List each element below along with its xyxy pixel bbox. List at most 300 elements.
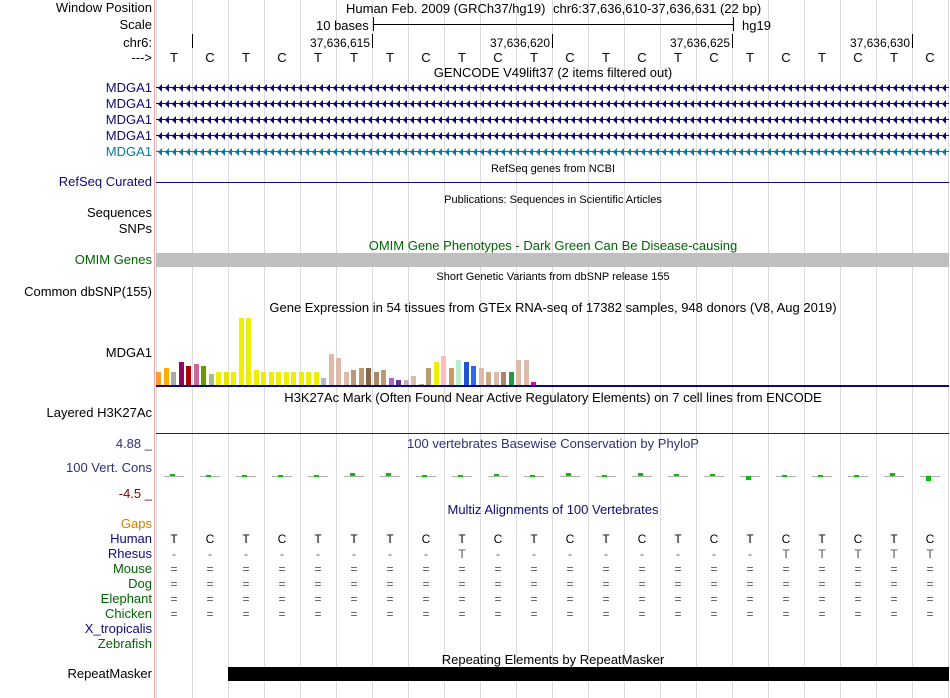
strand-arrow-icon — [284, 116, 288, 124]
strand-arrow-icon — [186, 148, 190, 156]
conservation-score-bar[interactable] — [890, 473, 895, 476]
strand-arrow-icon — [837, 84, 841, 92]
strand-arrow-icon — [851, 100, 855, 108]
omim-gene-bar[interactable] — [156, 253, 949, 267]
gtex-tissue-bar[interactable] — [471, 366, 476, 386]
strand-arrow-icon — [340, 100, 344, 108]
alignment-match-marker: = — [314, 592, 322, 606]
strand-arrow-icon — [200, 100, 204, 108]
conservation-track-title[interactable]: 100 vertebrates Basewise Conservation by PhyloP — [407, 436, 699, 451]
conservation-score-bar[interactable] — [746, 476, 751, 480]
gencode-gene-line[interactable] — [156, 115, 949, 125]
strand-arrow-icon — [501, 132, 505, 140]
strand-arrow-icon — [277, 116, 281, 124]
conservation-score-bar[interactable] — [926, 476, 931, 481]
strand-arrow-icon — [298, 100, 302, 108]
human-base: T — [386, 532, 394, 546]
gtex-tissue-bar[interactable] — [434, 362, 439, 386]
strand-arrow-icon — [305, 100, 309, 108]
strand-arrow-icon — [459, 148, 463, 156]
conservation-score-bar[interactable] — [782, 475, 787, 477]
gtex-track-title[interactable]: Gene Expression in 54 tissues from GTEx RNA-seq of 17382 samples, 948 donors (V8, Aug 2019) — [269, 300, 837, 315]
alignment-match-marker: = — [638, 592, 646, 606]
strand-arrow-icon — [347, 100, 351, 108]
conservation-label[interactable]: 100 Vert. Cons — [66, 460, 152, 475]
strand-arrow-icon — [550, 132, 554, 140]
gencode-gene-line[interactable] — [156, 131, 949, 141]
strand-arrow-icon — [235, 116, 239, 124]
human-base: T — [818, 532, 826, 546]
strand-arrow-icon — [578, 84, 582, 92]
conservation-baseline-segment — [488, 476, 508, 477]
repeatmasker-label[interactable]: RepeatMasker — [67, 666, 152, 681]
gtex-tissue-bar[interactable] — [216, 372, 221, 386]
strand-arrow-icon — [298, 132, 302, 140]
multiz-species-label[interactable]: Dog — [128, 576, 152, 591]
strand-arrow-icon — [515, 100, 519, 108]
conservation-score-bar[interactable] — [386, 473, 391, 476]
strand-arrow-icon — [158, 132, 162, 140]
multiz-species-label[interactable]: Elephant — [100, 591, 152, 606]
strand-arrow-icon — [732, 116, 736, 124]
strand-arrow-icon — [858, 84, 862, 92]
gtex-tissue-bar[interactable] — [494, 372, 499, 386]
alignment-match-marker: = — [602, 577, 610, 591]
gtex-tissue-bar[interactable] — [351, 370, 356, 386]
gtex-tissue-bar[interactable] — [269, 372, 274, 386]
gtex-tissue-bar[interactable] — [231, 372, 236, 386]
gtex-tissue-bar[interactable] — [501, 372, 506, 386]
strand-arrow-icon — [326, 116, 330, 124]
gtex-tissue-bar[interactable] — [336, 358, 341, 386]
strand-arrow-icon — [613, 100, 617, 108]
conservation-score-bar[interactable] — [530, 475, 535, 477]
rhesus-base: - — [280, 547, 284, 561]
alignment-match-marker: = — [170, 592, 178, 606]
alignment-match-marker: = — [314, 562, 322, 576]
snps-label[interactable]: SNPs — [118, 221, 152, 236]
strand-arrow-icon — [501, 116, 505, 124]
strand-arrow-icon — [466, 116, 470, 124]
strand-arrow-icon — [669, 148, 673, 156]
gencode-gene-label[interactable]: MDGA1 — [105, 112, 152, 127]
strand-arrow-icon — [893, 132, 897, 140]
base-letter: C — [421, 50, 431, 65]
gtex-tissue-bar[interactable] — [374, 372, 379, 386]
gencode-gene-line[interactable] — [156, 99, 949, 109]
strand-arrow-icon — [914, 148, 918, 156]
strand-arrow-icon — [571, 116, 575, 124]
strand-arrow-icon — [823, 100, 827, 108]
strand-arrow-icon — [277, 84, 281, 92]
strand-arrow-icon — [802, 84, 806, 92]
dbsnp-track-title[interactable]: Short Genetic Variants from dbSNP release 155 — [436, 271, 670, 283]
multiz-species-label[interactable]: Mouse — [112, 561, 152, 576]
strand-arrow-icon — [662, 84, 666, 92]
strand-arrow-icon — [837, 116, 841, 124]
gtex-tissue-bar[interactable] — [246, 318, 251, 386]
strand-arrow-icon — [200, 116, 204, 124]
refseq-gene-line[interactable] — [156, 182, 949, 183]
strand-arrow-icon — [655, 84, 659, 92]
gtex-tissue-bar[interactable] — [156, 372, 161, 386]
multiz-species-label[interactable]: Rhesus — [107, 546, 152, 561]
strand-arrow-icon — [683, 116, 687, 124]
strand-arrow-icon — [459, 116, 463, 124]
conservation-score-bar[interactable] — [422, 475, 427, 477]
gtex-tissue-bar[interactable] — [456, 360, 461, 386]
gtex-tissue-bar[interactable] — [179, 362, 184, 386]
strand-arrow-icon — [298, 116, 302, 124]
strand-arrow-icon — [648, 132, 652, 140]
alignment-match-marker: = — [854, 592, 862, 606]
strand-arrow-icon — [690, 84, 694, 92]
strand-arrow-icon — [900, 132, 904, 140]
strand-arrow-icon — [942, 116, 946, 124]
multiz-species-label[interactable]: Chicken — [105, 606, 152, 621]
strand-arrow-icon — [627, 148, 631, 156]
alignment-match-marker: = — [566, 607, 574, 621]
strand-arrow-icon — [669, 100, 673, 108]
strand-arrow-icon — [774, 148, 778, 156]
strand-arrow-icon — [655, 148, 659, 156]
human-base: T — [458, 532, 466, 546]
gtex-tissue-bar[interactable] — [486, 372, 491, 386]
conservation-score-bar[interactable] — [458, 475, 463, 477]
strand-arrow-icon — [872, 132, 876, 140]
gencode-gene-label[interactable]: MDGA1 — [105, 80, 152, 95]
alignment-match-marker: = — [386, 607, 394, 621]
alignment-match-marker: = — [386, 577, 394, 591]
multiz-species-label[interactable]: Human — [110, 531, 152, 546]
conservation-score-bar[interactable] — [350, 473, 355, 476]
gtex-tissue-bar[interactable] — [186, 366, 191, 386]
gencode-track-title[interactable]: GENCODE V49lift37 (2 items filtered out) — [433, 65, 673, 80]
refseq-track-title[interactable]: RefSeq genes from NCBI — [490, 163, 616, 175]
strand-arrow-icon — [823, 148, 827, 156]
alignment-match-marker: = — [566, 577, 574, 591]
alignment-match-marker: = — [494, 577, 502, 591]
conservation-score-bar[interactable] — [602, 475, 607, 477]
conservation-score-bar[interactable] — [314, 475, 319, 477]
strand-arrow-icon — [676, 116, 680, 124]
strand-arrow-icon — [928, 84, 932, 92]
strand-arrow-icon — [431, 100, 435, 108]
strand-arrow-icon — [179, 84, 183, 92]
strand-arrow-icon — [893, 116, 897, 124]
strand-arrow-icon — [263, 100, 267, 108]
assembly-name: Human Feb. 2009 (GRCh37/hg19) — [346, 1, 546, 16]
alignment-match-marker: = — [350, 607, 358, 621]
strand-arrow-icon — [452, 116, 456, 124]
strand-arrow-icon — [291, 84, 295, 92]
strand-arrow-icon — [235, 84, 239, 92]
gtex-tissue-bar[interactable] — [381, 370, 386, 386]
omim-genes-label[interactable]: OMIM Genes — [74, 252, 152, 267]
strand-arrow-icon — [536, 100, 540, 108]
strand-arrow-icon — [172, 132, 176, 140]
human-base: C — [565, 532, 575, 546]
strand-arrow-icon — [242, 116, 246, 124]
gtex-tissue-bar[interactable] — [284, 372, 289, 386]
gtex-tissue-bar[interactable] — [276, 372, 281, 386]
gtex-bar-chart[interactable] — [156, 316, 949, 386]
strand-arrow-icon — [753, 116, 757, 124]
h3k27ac-track-title[interactable]: H3K27Ac Mark (Often Found Near Active Regulatory Elements) on 7 cell lines from ENCODE — [284, 390, 822, 405]
strand-arrow-icon — [221, 84, 225, 92]
alignment-match-marker: = — [674, 562, 682, 576]
gtex-tissue-bar[interactable] — [524, 360, 529, 386]
gtex-tissue-bar[interactable] — [171, 372, 176, 386]
gtex-tissue-bar[interactable] — [194, 364, 199, 386]
conservation-score-bar[interactable] — [170, 474, 175, 476]
base-letter: C — [205, 50, 215, 65]
gencode-gene-line[interactable] — [156, 147, 949, 157]
repeatmasker-element[interactable] — [228, 667, 949, 681]
conservation-baseline-segment — [164, 476, 184, 477]
rhesus-base: - — [712, 547, 716, 561]
strand-arrow-icon — [333, 148, 337, 156]
gtex-tissue-bar[interactable] — [239, 318, 244, 386]
strand-arrow-icon — [494, 132, 498, 140]
strand-arrow-icon — [900, 148, 904, 156]
common-dbsnp-label[interactable]: Common dbSNP(155) — [24, 284, 152, 299]
gtex-tissue-bar[interactable] — [464, 362, 469, 386]
strand-arrow-icon — [396, 84, 400, 92]
gtex-tissue-bar[interactable] — [201, 366, 206, 386]
publications-track-title[interactable]: Publications: Sequences in Scientific Articles — [444, 194, 662, 206]
gtex-tissue-bar[interactable] — [164, 368, 169, 386]
strand-arrow-icon — [585, 116, 589, 124]
multiz-track-title[interactable]: Multiz Alignments of 100 Vertebrates — [447, 502, 659, 517]
repeatmasker-track-title[interactable]: Repeating Elements by RepeatMasker — [441, 652, 665, 667]
strand-arrow-icon — [214, 116, 218, 124]
conservation-score-bar[interactable] — [566, 473, 571, 476]
strand-arrow-icon — [263, 116, 267, 124]
gencode-gene-label[interactable]: MDGA1 — [105, 96, 152, 111]
strand-arrow-icon — [557, 100, 561, 108]
strand-arrow-icon — [655, 116, 659, 124]
conservation-min-label: -4.5 _ — [118, 486, 152, 501]
strand-arrow-icon — [228, 100, 232, 108]
strand-arrow-icon — [249, 148, 253, 156]
conservation-score-bar[interactable] — [674, 474, 679, 476]
strand-arrow-icon — [767, 132, 771, 140]
strand-arrow-icon — [333, 100, 337, 108]
strand-arrow-icon — [676, 100, 680, 108]
omim-track-title[interactable]: OMIM Gene Phenotypes - Dark Green Can Be Disease-causing — [368, 238, 738, 253]
strand-arrow-icon — [795, 100, 799, 108]
strand-arrow-icon — [228, 84, 232, 92]
gtex-tissue-bar[interactable] — [426, 368, 431, 386]
alignment-match-marker: = — [854, 577, 862, 591]
strand-arrow-icon — [851, 148, 855, 156]
strand-arrow-icon — [564, 148, 568, 156]
multiz-species-label[interactable]: X_tropicalis — [84, 621, 152, 636]
strand-arrow-icon — [333, 84, 337, 92]
human-base: T — [602, 532, 610, 546]
strand-arrow-icon — [522, 132, 526, 140]
gtex-tissue-bar[interactable] — [344, 372, 349, 386]
strand-arrow-icon — [872, 116, 876, 124]
strand-arrow-icon — [620, 148, 624, 156]
strand-arrow-icon — [858, 148, 862, 156]
gtex-tissue-bar[interactable] — [261, 372, 266, 386]
gtex-tissue-bar[interactable] — [299, 372, 304, 386]
strand-arrow-icon — [256, 116, 260, 124]
strand-arrow-icon — [515, 148, 519, 156]
gtex-tissue-bar[interactable] — [366, 368, 371, 386]
ruler-coord: 37,636,630 — [849, 36, 910, 50]
gtex-tissue-bar[interactable] — [449, 368, 454, 386]
conservation-score-bar[interactable] — [494, 474, 499, 476]
conservation-score-bar[interactable] — [854, 475, 859, 477]
strand-arrow-icon — [459, 84, 463, 92]
gencode-gene-label[interactable]: MDGA1 — [105, 128, 152, 143]
sequences-label[interactable]: Sequences — [86, 205, 152, 220]
strand-arrow-icon — [221, 132, 225, 140]
strand-arrow-icon — [179, 116, 183, 124]
human-base: T — [314, 532, 322, 546]
strand-arrow-icon — [641, 100, 645, 108]
alignment-match-marker: = — [890, 607, 898, 621]
human-base: C — [205, 532, 215, 546]
strand-arrow-icon — [690, 100, 694, 108]
strand-arrow-icon — [235, 100, 239, 108]
strand-arrow-icon — [704, 132, 708, 140]
conservation-baseline-segment — [704, 476, 724, 477]
alignment-match-marker: = — [890, 562, 898, 576]
strand-arrow-icon — [872, 100, 876, 108]
strand-arrow-icon — [564, 132, 568, 140]
gtex-tissue-bar[interactable] — [291, 372, 296, 386]
strand-arrow-icon — [550, 116, 554, 124]
human-base: C — [637, 532, 647, 546]
gtex-tissue-bar[interactable] — [441, 356, 446, 386]
alignment-match-marker: = — [638, 607, 646, 621]
strand-arrow-icon — [732, 148, 736, 156]
strand-arrow-icon — [781, 116, 785, 124]
gencode-gene-label[interactable]: MDGA1 — [105, 144, 152, 159]
strand-arrow-icon — [781, 84, 785, 92]
strand-arrow-icon — [347, 84, 351, 92]
strand-arrow-icon — [844, 132, 848, 140]
strand-arrow-icon — [319, 132, 323, 140]
conservation-score-bar[interactable] — [206, 475, 211, 477]
strand-arrow-icon — [774, 100, 778, 108]
strand-arrow-icon — [368, 148, 372, 156]
strand-arrow-icon — [242, 148, 246, 156]
strand-arrow-icon — [767, 84, 771, 92]
strand-arrow-icon — [172, 100, 176, 108]
gencode-gene-line[interactable] — [156, 83, 949, 93]
strand-arrow-icon — [543, 100, 547, 108]
human-base: C — [421, 532, 431, 546]
strand-arrow-icon — [249, 116, 253, 124]
strand-arrow-icon — [809, 84, 813, 92]
strand-arrow-icon — [914, 84, 918, 92]
conservation-score-bar[interactable] — [710, 474, 715, 476]
conservation-score-bar[interactable] — [818, 475, 823, 477]
human-base: C — [493, 532, 503, 546]
multiz-species-label[interactable]: Zebrafish — [97, 636, 152, 651]
gtex-tissue-bar[interactable] — [224, 372, 229, 386]
alignment-match-marker: = — [782, 607, 790, 621]
strand-arrow-icon — [571, 148, 575, 156]
alignment-match-marker: = — [926, 577, 934, 591]
strand-arrow-icon — [718, 100, 722, 108]
conservation-baseline-segment — [668, 476, 688, 477]
strand-arrow-icon — [830, 132, 834, 140]
gtex-tissue-bar[interactable] — [254, 370, 259, 386]
alignment-match-marker: = — [278, 577, 286, 591]
scale-text: 10 bases — [316, 18, 369, 33]
gtex-tissue-bar[interactable] — [509, 372, 514, 386]
strand-arrow-icon — [697, 148, 701, 156]
rhesus-base: T — [458, 547, 466, 561]
strand-arrow-icon — [270, 148, 274, 156]
strand-arrow-icon — [746, 116, 750, 124]
gtex-tissue-bar[interactable] — [329, 354, 334, 386]
rhesus-base: - — [388, 547, 392, 561]
strand-arrow-icon — [788, 100, 792, 108]
strand-arrow-icon — [263, 148, 267, 156]
gtex-tissue-bar[interactable] — [479, 368, 484, 386]
alignment-match-marker: = — [242, 577, 250, 591]
strand-arrow-icon — [221, 116, 225, 124]
strand-arrow-icon — [242, 132, 246, 140]
gtex-tissue-bar[interactable] — [314, 372, 319, 386]
strand-arrow-icon — [753, 84, 757, 92]
strand-arrow-icon — [746, 84, 750, 92]
gtex-tissue-bar[interactable] — [306, 372, 311, 386]
strand-arrow-icon — [704, 116, 708, 124]
strand-arrow-icon — [249, 100, 253, 108]
strand-arrow-icon — [214, 132, 218, 140]
strand-arrow-icon — [466, 100, 470, 108]
strand-arrow-icon — [438, 84, 442, 92]
strand-arrow-icon — [424, 148, 428, 156]
strand-arrow-icon — [788, 148, 792, 156]
refseq-curated-label[interactable]: RefSeq Curated — [58, 174, 152, 189]
strand-arrow-icon — [417, 148, 421, 156]
alignment-match-marker: = — [494, 607, 502, 621]
strand-arrow-icon — [851, 132, 855, 140]
conservation-score-bar[interactable] — [242, 475, 247, 477]
conservation-score-bar[interactable] — [638, 473, 643, 476]
alignment-match-marker: = — [890, 577, 898, 591]
strand-arrow-icon — [284, 84, 288, 92]
gtex-tissue-bar[interactable] — [359, 368, 364, 386]
strand-arrow-icon — [305, 116, 309, 124]
gtex-gene-label[interactable]: MDGA1 — [105, 345, 152, 360]
strand-arrow-icon — [865, 148, 869, 156]
conservation-score-bar[interactable] — [278, 475, 283, 477]
strand-arrow-icon — [480, 132, 484, 140]
strand-arrow-icon — [172, 148, 176, 156]
strand-arrow-icon — [767, 100, 771, 108]
strand-arrow-icon — [389, 84, 393, 92]
rhesus-base: - — [244, 547, 248, 561]
layered-h3k27ac-label[interactable]: Layered H3K27Ac — [46, 405, 152, 420]
strand-arrow-icon — [942, 148, 946, 156]
gaps-label[interactable]: Gaps — [120, 516, 152, 531]
rhesus-base: - — [496, 547, 500, 561]
gtex-tissue-bar[interactable] — [516, 360, 521, 386]
strand-arrow-icon — [214, 148, 218, 156]
strand-arrow-icon — [557, 148, 561, 156]
strand-arrow-icon — [249, 84, 253, 92]
